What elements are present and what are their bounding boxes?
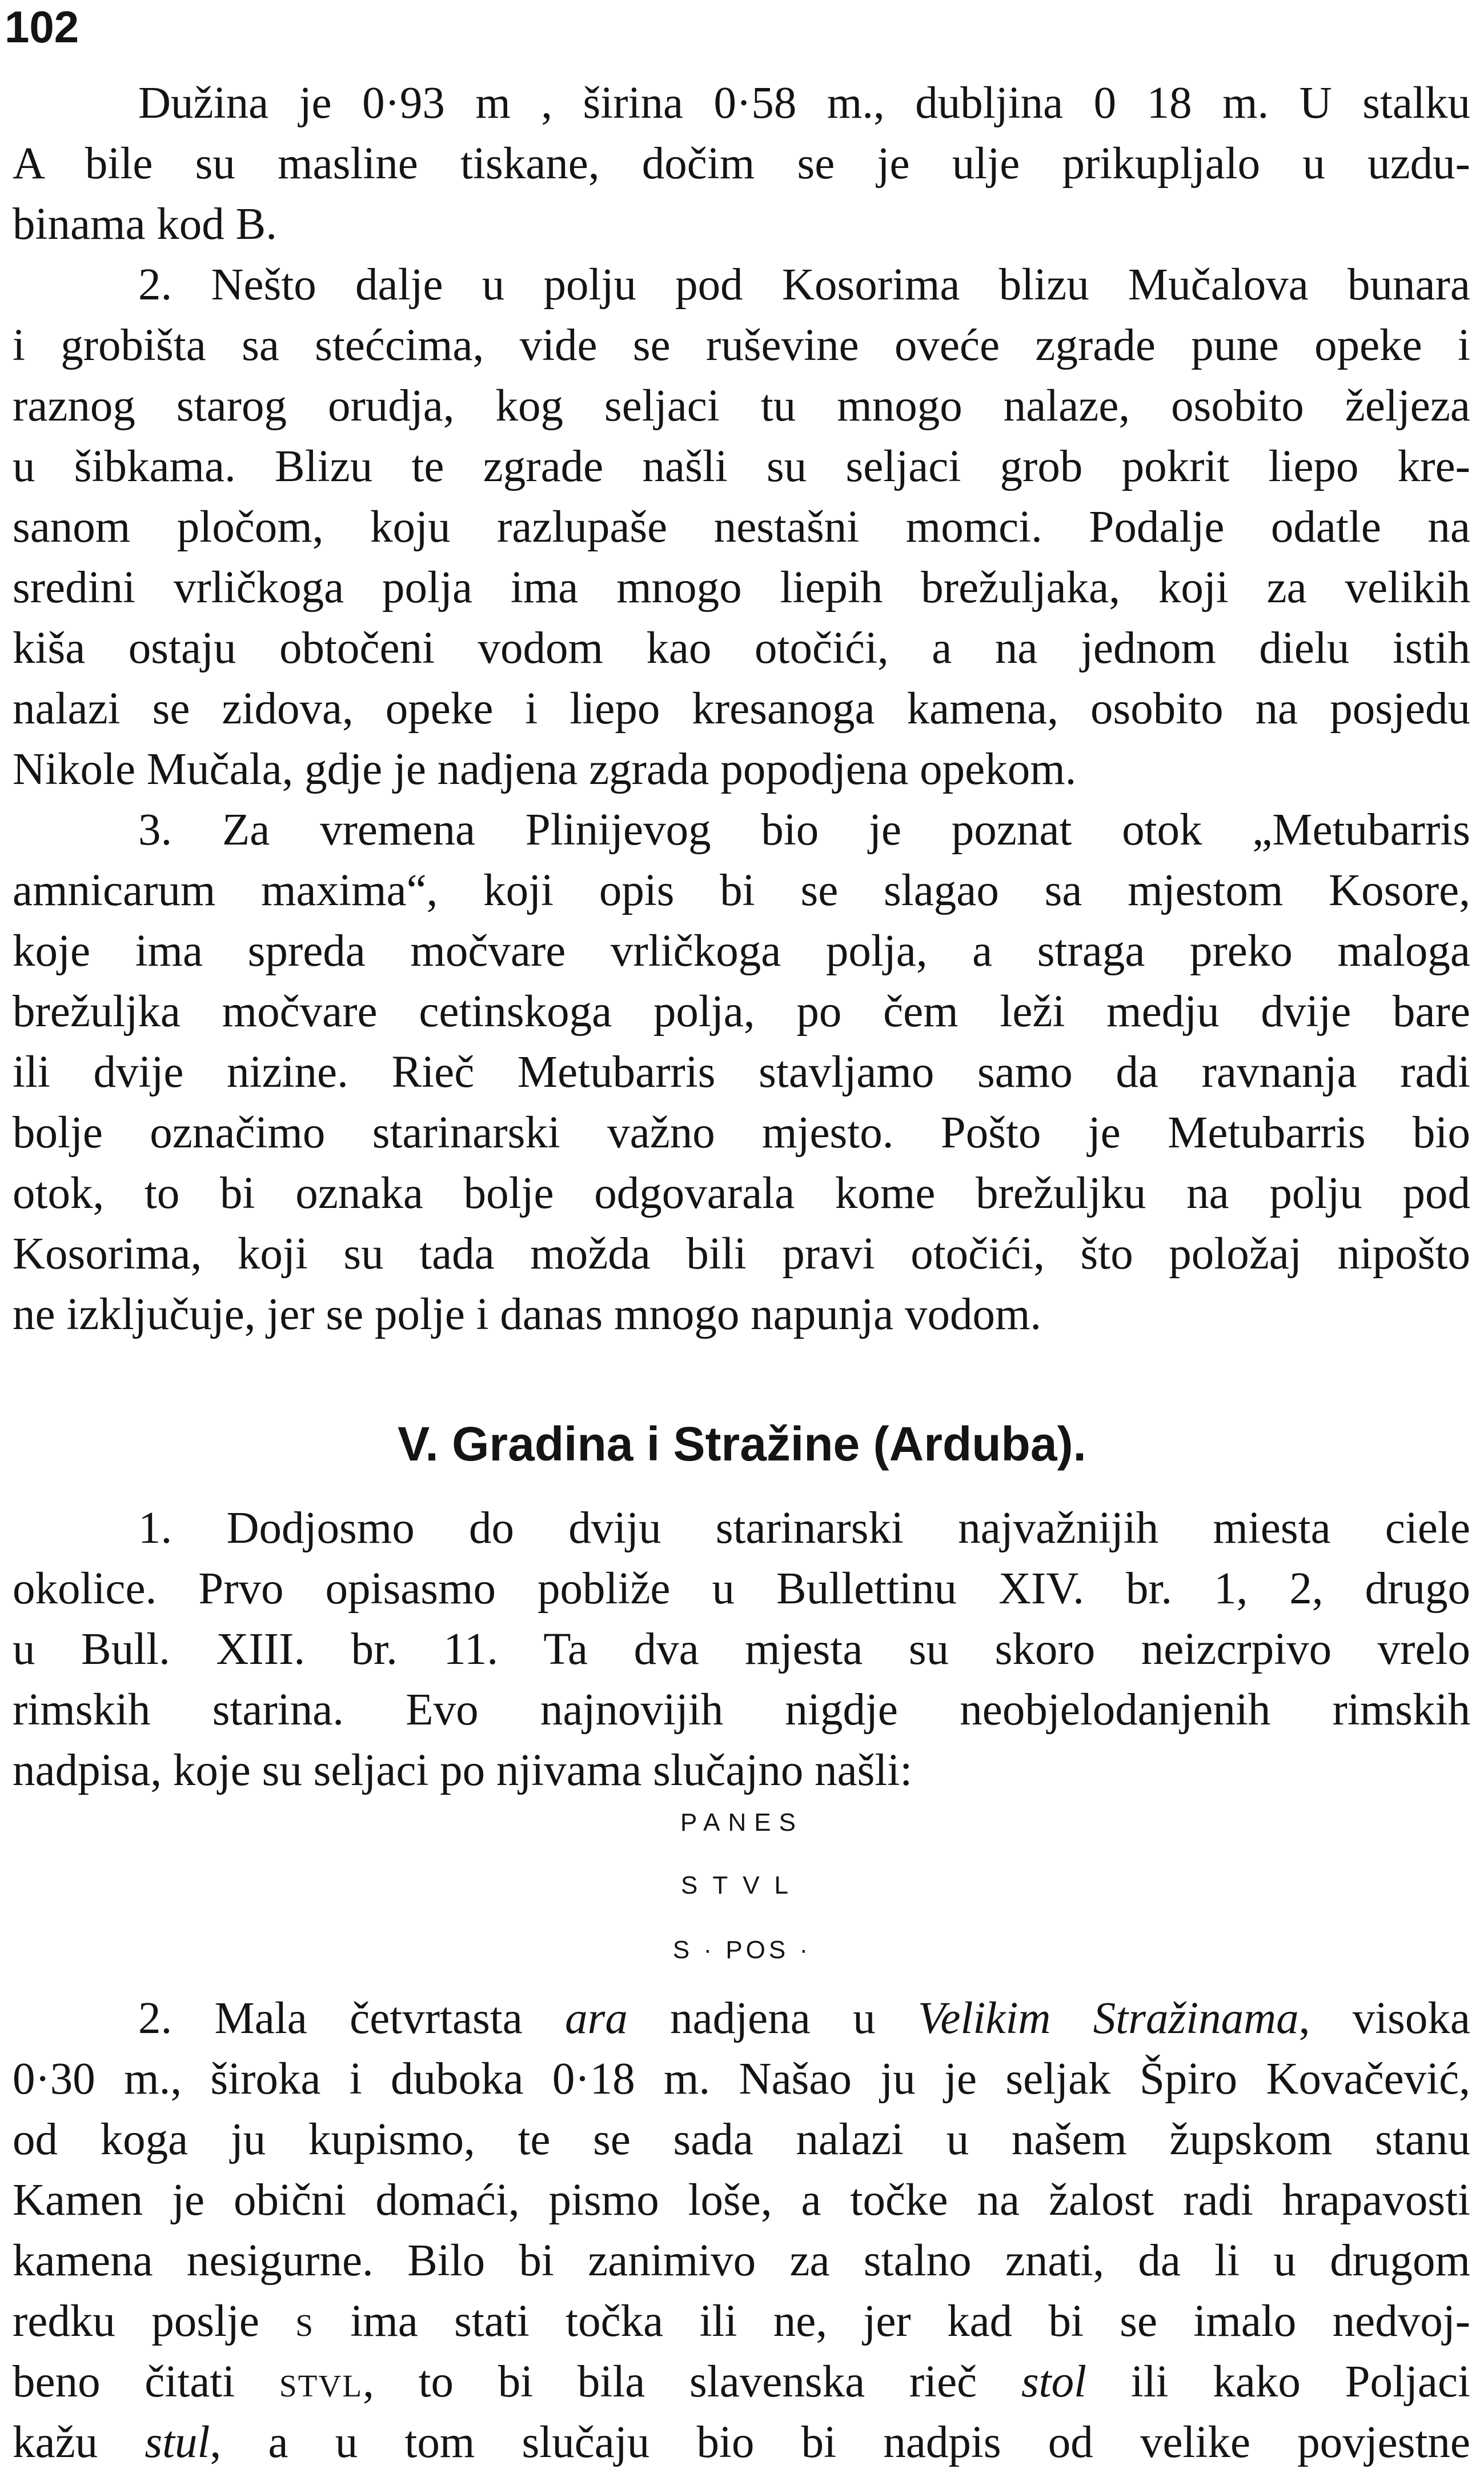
- section-paragraph-2: [13, 1988, 1470, 2473]
- text-line: kamena nesigurne. Bilo bi zanimivo za stalno znati, da li u drugom: [13, 2236, 1470, 2286]
- text-line: i grobišta sa stećcima, vide se ruševine oveće zgrade pune opeke i: [13, 321, 1470, 370]
- text-line: Nikole Mučala, gdje je nadjena zgrada popodjena opekom.: [13, 745, 1077, 794]
- text-line: Dužina je 0·93 m , širina 0·58 m., dubljina 0 18 m. U stalku: [138, 78, 1470, 128]
- text-line: bolje označimo starinarski važno mjesto. Pošto je Metubarris bio: [13, 1108, 1470, 1158]
- text-line: A bile su masline tiskane, dočim se je ulje prikupljalo u uzdu-: [13, 139, 1470, 189]
- text-run: kažu: [13, 2418, 145, 2467]
- section-paragraph-1: [13, 1498, 1470, 1801]
- text-line: binama kod B.: [13, 199, 277, 249]
- italic-term: stol: [1021, 2357, 1087, 2407]
- text-line: otok, to bi oznaka bolje odgovarala kome brežuljku na polju pod: [13, 1169, 1470, 1218]
- section-heading: V. Gradina i Stražine (Arduba).: [398, 1417, 1086, 1471]
- text-run: , to bi bila slavenska rieč: [363, 2357, 1021, 2407]
- smallcaps-term: S: [295, 2308, 315, 2343]
- text-run: redku poslje: [13, 2296, 296, 2346]
- italic-term: ara: [565, 1994, 628, 2043]
- text-line: okolice. Prvo opisasmo pobliže u Bullettinu XIV. br. 1, 2, drugo: [13, 1564, 1470, 1614]
- text-line: nalazi se zidova, opeke i liepo kresanoga kamena, osobito na posjedu: [13, 684, 1470, 734]
- text-line: od koga ju kupismo, te se sada nalazi u našem župskom stanu: [13, 2115, 1470, 2164]
- text-run: nadjena u: [627, 1994, 918, 2043]
- text-line: sredini vrličkoga polja ima mnogo liepih brežuljaka, koji za velikih: [13, 563, 1470, 613]
- text-line: ne izključuje, jer se polje i danas mnogo napunja vodom.: [13, 1290, 1042, 1339]
- text-line: [13, 2412, 1470, 2473]
- inscription-line: S · POS ·: [672, 1936, 812, 1964]
- text-line: u šibkama. Blizu te zgrade našli su seljaci grob pokrit liepo kre-: [13, 442, 1470, 491]
- paragraph-3: [13, 800, 1470, 1345]
- text-line: [13, 1988, 1470, 2049]
- text-line: 0·30 m., široka i duboka 0·18 m. Našao ju je seljak Špiro Kovačević,: [13, 2054, 1470, 2104]
- text-line: [13, 2291, 1470, 2352]
- text-line: nadpisa, koje su seljaci po njivama slučajno našli:: [13, 1746, 913, 1795]
- italic-term: stul: [145, 2418, 210, 2467]
- text-run: , a u tom slučaju bio bi nadpis od velike povjestne: [210, 2418, 1470, 2467]
- text-line: ili dvije nizine. Rieč Metubarris stavljamo samo da ravnanja radi: [13, 1047, 1470, 1097]
- smallcaps-term: STVL: [279, 2368, 363, 2403]
- text-run: beno čitati: [13, 2357, 279, 2407]
- text-line: Kamen je obični domaći, pismo loše, a točke na žalost radi hrapavosti: [13, 2175, 1470, 2225]
- italic-term: Velikim Stražinama: [917, 1994, 1299, 2043]
- text-line: sanom pločom, koju razlupaše nestašni momci. Podalje odatle na: [13, 502, 1470, 552]
- inscription-line: PANES: [680, 1808, 804, 1836]
- text-line: kiša ostaju obtočeni vodom kao otočići, a na jednom dielu istih: [13, 623, 1470, 673]
- text-line: rimskih starina. Evo najnovijih nigdje neobjelodanjenih rimskih: [13, 1685, 1470, 1735]
- text-line: brežuljka močvare cetinskoga polja, po čem leži medju dvije bare: [13, 987, 1470, 1037]
- text-line: Kosorima, koji su tada možda bili pravi otočići, što položaj nipošto: [13, 1229, 1470, 1279]
- text-line: u Bull. XIII. br. 11. Ta dva mjesta su skoro neizcrpivo vrelo: [13, 1624, 1470, 1674]
- text-line: amnicarum maxima“, koji opis bi se slagao sa mjestom Kosore,: [13, 866, 1470, 915]
- text-run: ili kako Poljaci: [1086, 2357, 1470, 2407]
- text-line: 2. Nešto dalje u polju pod Kosorima blizu Mučalova bunara: [138, 260, 1470, 310]
- paragraph-2: [13, 255, 1470, 800]
- text-run: , visoka: [1298, 1994, 1470, 2043]
- page-number: 102: [5, 2, 79, 52]
- inscription-line: STVL: [680, 1871, 804, 1899]
- text-line: 3. Za vremena Plinijevog bio je poznat otok „Metubarris: [138, 805, 1470, 855]
- text-line: [13, 2352, 1470, 2412]
- text-run: ima stati točka ili ne, jer kad bi se imalo nedvoj-: [314, 2296, 1470, 2346]
- text-line: koje ima spreda močvare vrličkoga polja, a straga preko maloga: [13, 926, 1470, 976]
- text-line: 1. Dodjosmo do dviju starinarski najvažnijih miesta ciele: [138, 1503, 1470, 1553]
- paragraph-intro: [13, 73, 1470, 255]
- text-run: 2. Mala četvrtasta: [138, 1994, 565, 2043]
- text-line: raznog starog orudja, kog seljaci tu mnogo nalaze, osobito željeza: [13, 381, 1470, 431]
